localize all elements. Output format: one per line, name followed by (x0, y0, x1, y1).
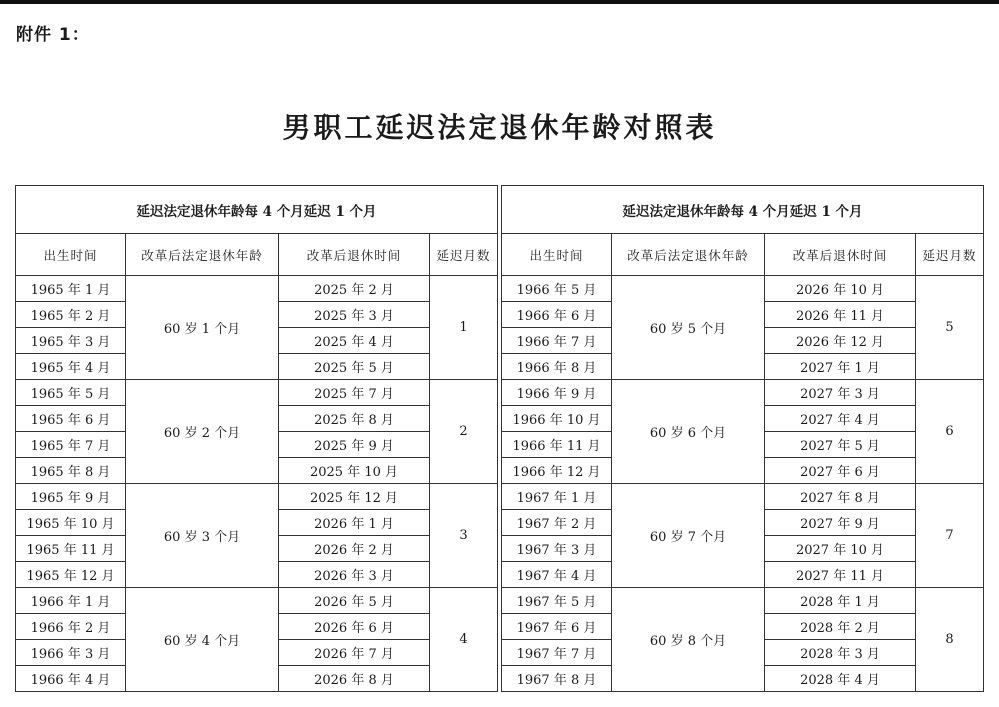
group-header-cell: 延迟法定退休年龄每 4 个月延迟 1 个月 (502, 186, 984, 234)
birth-time-cell: 1967 年 3 月 (502, 536, 612, 562)
retire-time-cell: 2028 年 4 月 (765, 666, 916, 692)
retire-time-cell: 2025 年 2 月 (279, 276, 430, 302)
retire-time-cell: 2025 年 7 月 (279, 380, 430, 406)
delay-months-cell: 6 (916, 380, 984, 484)
birth-time-cell: 1967 年 4 月 (502, 562, 612, 588)
retire-time-cell: 2026 年 5 月 (279, 588, 430, 614)
page-title: 男职工延迟法定退休年龄对照表 (282, 111, 717, 144)
retire-time-cell: 2027 年 6 月 (765, 458, 916, 484)
retire-time-cell: 2027 年 5 月 (765, 432, 916, 458)
birth-time-cell: 1966 年 3 月 (16, 640, 126, 666)
retire-time-cell: 2027 年 1 月 (765, 354, 916, 380)
delay-months-cell: 7 (916, 484, 984, 588)
retire-age-cell: 60 岁 3 个月 (126, 484, 279, 588)
retire-time-cell: 2025 年 10 月 (279, 458, 430, 484)
group-header-row (16, 186, 498, 234)
retire-time-cell: 2026 年 7 月 (279, 640, 430, 666)
retire-time-cell: 2026 年 10 月 (765, 276, 916, 302)
column-header: 出生时间 (502, 234, 612, 276)
retire-time-cell: 2027 年 3 月 (765, 380, 916, 406)
birth-time-cell: 1965 年 4 月 (16, 354, 126, 380)
delay-months-cell: 4 (430, 588, 498, 692)
birth-time-cell: 1966 年 5 月 (502, 276, 612, 302)
retire-time-cell: 2027 年 4 月 (765, 406, 916, 432)
delay-months-cell: 2 (430, 380, 498, 484)
birth-time-cell: 1966 年 4 月 (16, 666, 126, 692)
retire-age-cell: 60 岁 8 个月 (612, 588, 765, 692)
retire-time-cell: 2025 年 9 月 (279, 432, 430, 458)
birth-time-cell: 1967 年 2 月 (502, 510, 612, 536)
birth-time-cell: 1966 年 8 月 (502, 354, 612, 380)
retire-time-cell: 2026 年 12 月 (765, 328, 916, 354)
retire-age-cell: 60 岁 1 个月 (126, 276, 279, 380)
retire-time-cell: 2027 年 10 月 (765, 536, 916, 562)
table-row (502, 484, 984, 510)
retire-time-cell: 2028 年 2 月 (765, 614, 916, 640)
retire-time-cell: 2025 年 3 月 (279, 302, 430, 328)
table-body (502, 186, 984, 692)
birth-time-cell: 1967 年 8 月 (502, 666, 612, 692)
birth-time-cell: 1966 年 12 月 (502, 458, 612, 484)
table-row (16, 588, 498, 614)
retire-age-cell: 60 岁 6 个月 (612, 380, 765, 484)
birth-time-cell: 1966 年 6 月 (502, 302, 612, 328)
table-body (16, 186, 498, 692)
birth-time-cell: 1966 年 1 月 (16, 588, 126, 614)
birth-time-cell: 1965 年 3 月 (16, 328, 126, 354)
retire-time-cell: 2025 年 4 月 (279, 328, 430, 354)
attachment-label: 附件 1： (16, 25, 90, 45)
birth-time-cell: 1965 年 6 月 (16, 406, 126, 432)
retire-age-cell: 60 岁 7 个月 (612, 484, 765, 588)
table-row (16, 380, 498, 406)
birth-time-cell: 1967 年 6 月 (502, 614, 612, 640)
table-row (502, 276, 984, 302)
comparison-table-left (15, 185, 498, 692)
birth-time-cell: 1966 年 10 月 (502, 406, 612, 432)
group-header-cell: 延迟法定退休年龄每 4 个月延迟 1 个月 (16, 186, 498, 234)
column-header: 改革后法定退休年龄 (612, 234, 765, 276)
birth-time-cell: 1967 年 7 月 (502, 640, 612, 666)
birth-time-cell: 1965 年 1 月 (16, 276, 126, 302)
group-header-row (502, 186, 984, 234)
delay-months-cell: 1 (430, 276, 498, 380)
retire-time-cell: 2025 年 12 月 (279, 484, 430, 510)
birth-time-cell: 1966 年 2 月 (16, 614, 126, 640)
retire-time-cell: 2026 年 1 月 (279, 510, 430, 536)
table-row (502, 588, 984, 614)
retire-time-cell: 2026 年 8 月 (279, 666, 430, 692)
column-header: 改革后法定退休年龄 (126, 234, 279, 276)
delay-months-cell: 5 (916, 276, 984, 380)
column-header: 改革后退休时间 (765, 234, 916, 276)
birth-time-cell: 1966 年 7 月 (502, 328, 612, 354)
delay-months-cell: 8 (916, 588, 984, 692)
table-row (502, 380, 984, 406)
table-row (16, 484, 498, 510)
retire-age-cell: 60 岁 5 个月 (612, 276, 765, 380)
comparison-table-right (501, 185, 984, 692)
birth-time-cell: 1965 年 11 月 (16, 536, 126, 562)
retire-age-cell: 60 岁 4 个月 (126, 588, 279, 692)
birth-time-cell: 1965 年 8 月 (16, 458, 126, 484)
column-header: 改革后退休时间 (279, 234, 430, 276)
table-row (16, 276, 498, 302)
retire-time-cell: 2026 年 3 月 (279, 562, 430, 588)
retire-time-cell: 2025 年 5 月 (279, 354, 430, 380)
birth-time-cell: 1967 年 5 月 (502, 588, 612, 614)
retire-time-cell: 2026 年 6 月 (279, 614, 430, 640)
retire-time-cell: 2027 年 9 月 (765, 510, 916, 536)
birth-time-cell: 1965 年 2 月 (16, 302, 126, 328)
retire-time-cell: 2026 年 11 月 (765, 302, 916, 328)
retire-time-cell: 2028 年 1 月 (765, 588, 916, 614)
birth-time-cell: 1965 年 12 月 (16, 562, 126, 588)
birth-time-cell: 1967 年 1 月 (502, 484, 612, 510)
retire-time-cell: 2027 年 11 月 (765, 562, 916, 588)
retire-age-cell: 60 岁 2 个月 (126, 380, 279, 484)
retire-time-cell: 2027 年 8 月 (765, 484, 916, 510)
birth-time-cell: 1965 年 7 月 (16, 432, 126, 458)
birth-time-cell: 1966 年 9 月 (502, 380, 612, 406)
birth-time-cell: 1965 年 9 月 (16, 484, 126, 510)
retire-time-cell: 2028 年 3 月 (765, 640, 916, 666)
column-header: 延迟月数 (916, 234, 984, 276)
birth-time-cell: 1966 年 11 月 (502, 432, 612, 458)
birth-time-cell: 1965 年 10 月 (16, 510, 126, 536)
retire-time-cell: 2025 年 8 月 (279, 406, 430, 432)
column-header-row (502, 234, 984, 276)
delay-months-cell: 3 (430, 484, 498, 588)
column-header-row (16, 234, 498, 276)
column-header: 延迟月数 (430, 234, 498, 276)
retire-time-cell: 2026 年 2 月 (279, 536, 430, 562)
column-header: 出生时间 (16, 234, 126, 276)
top-rule (0, 0, 999, 4)
birth-time-cell: 1965 年 5 月 (16, 380, 126, 406)
